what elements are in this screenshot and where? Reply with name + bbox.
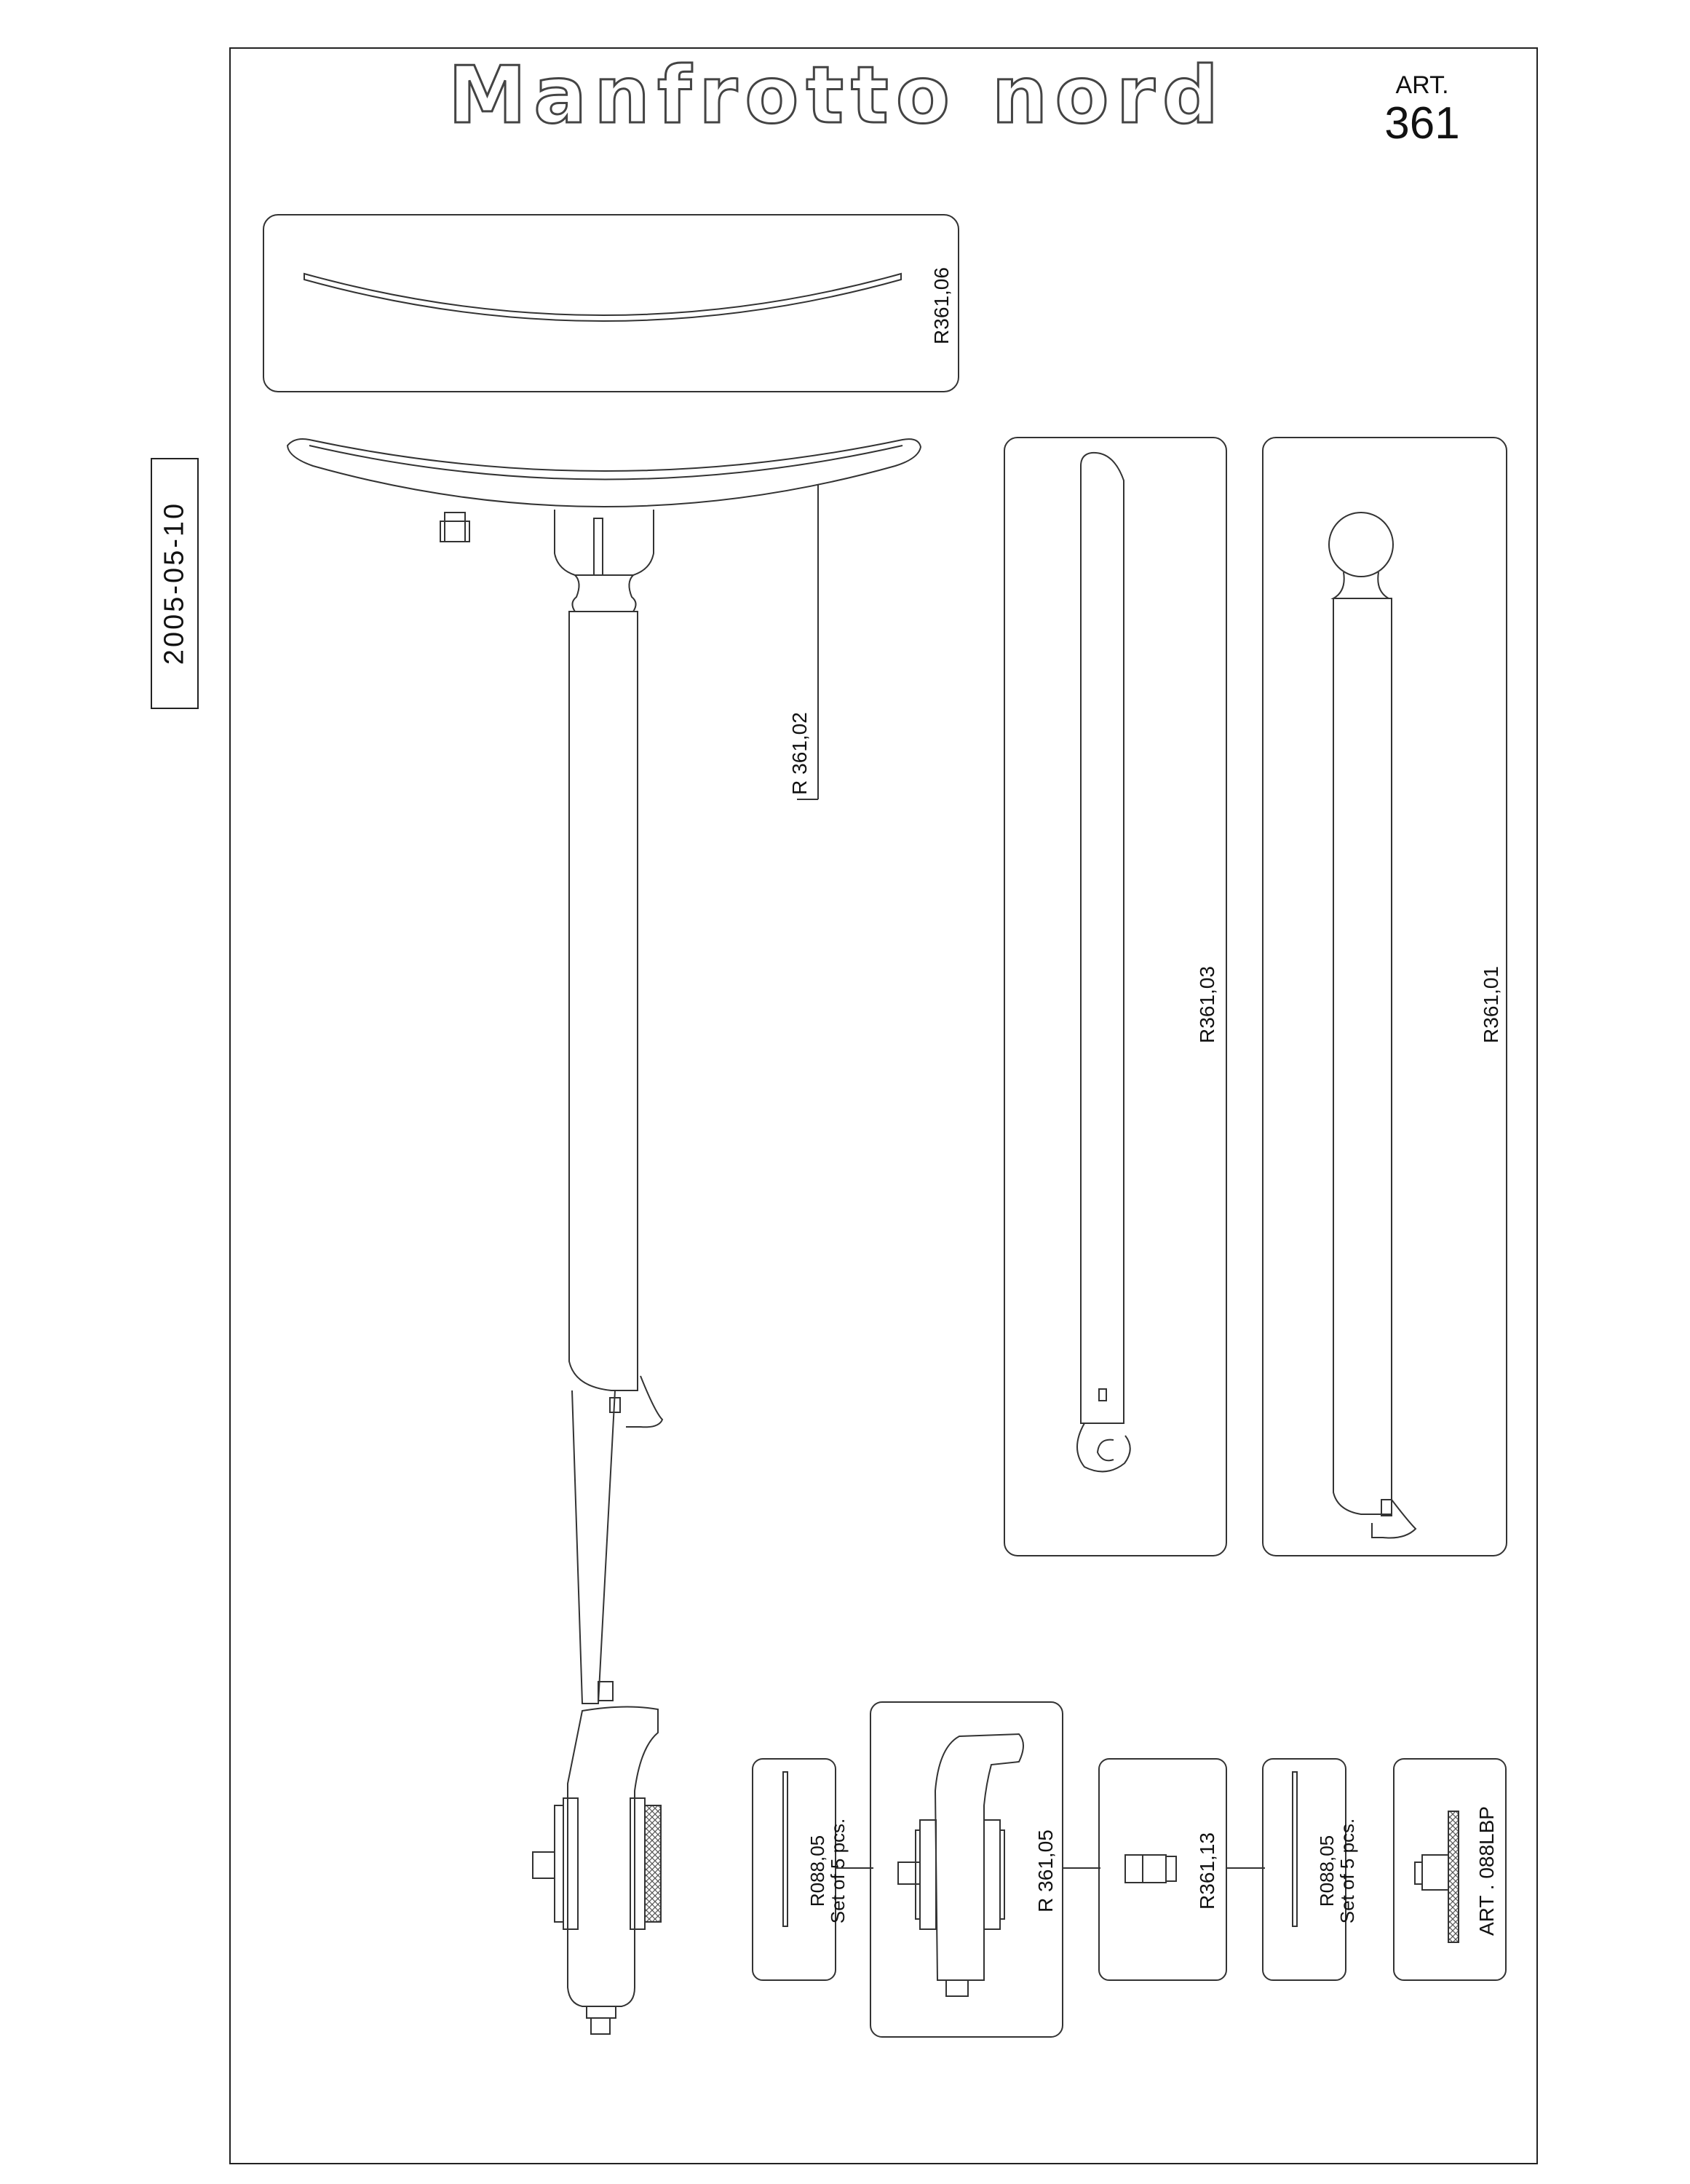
part-r361-05-drawing [898, 1734, 1023, 1996]
part-box-r361-01 [1263, 438, 1507, 1556]
part-088lbp-drawing [1415, 1811, 1459, 1942]
date-stamp: 2005-05-10 [159, 501, 190, 665]
part-label-r361-13: R361,13 [1196, 1832, 1218, 1910]
part-r088-05-a-pin [783, 1772, 788, 1926]
part-label-r361-06: R361,06 [930, 267, 953, 344]
part-label-r361-03: R361,03 [1196, 966, 1218, 1043]
part-r361-13-screw [1125, 1855, 1176, 1883]
main-assembly [287, 439, 921, 2034]
part-label-r361-05: R 361,05 [1034, 1829, 1057, 1912]
part-label-r361-01: R361,01 [1480, 966, 1502, 1043]
part-r361-01-drawing [1329, 513, 1416, 1538]
part-label-r361-02: R 361,02 [788, 712, 811, 795]
part-note-r088-05-b: Set of 5 pcs. [1336, 1818, 1358, 1924]
part-note-r088-05-a: Set of 5 pcs. [827, 1818, 849, 1924]
part-box-r361-03 [1004, 438, 1226, 1556]
part-label-r088-05-b: R088,05 [1316, 1835, 1338, 1907]
part-r088-05-b-pin [1293, 1772, 1297, 1926]
article-number: 361 [1384, 98, 1460, 149]
part-box-r361-06 [263, 215, 959, 392]
part-r361-06-strip [304, 274, 901, 321]
part-label-r088-05-a: R088,05 [806, 1835, 828, 1907]
part-label-art-088lbp: ART . 088LBP [1475, 1806, 1498, 1936]
article-prefix: ART. [1395, 71, 1449, 99]
part-r361-03-drawing [1077, 453, 1130, 1472]
brand-logo: Manfrotto nord [448, 50, 1226, 141]
